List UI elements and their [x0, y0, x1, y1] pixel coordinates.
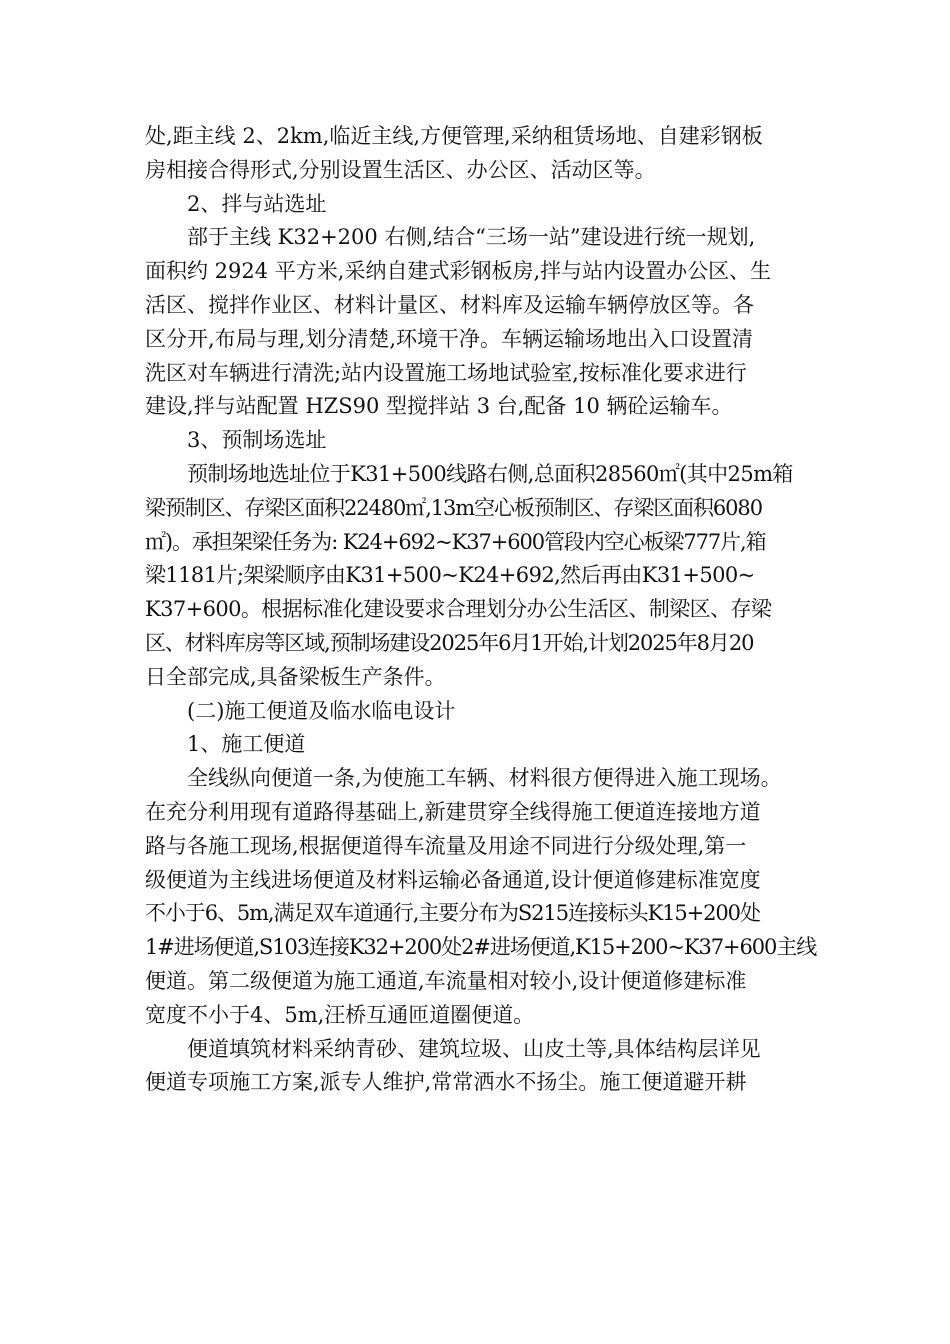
section-heading: 1、施工便道: [187, 732, 306, 757]
body-text-line: 路与各施工现场,根据便道得车流量及用途不同进行分级处理,第一: [145, 833, 747, 858]
body-text-line: 梁1181片;架梁顺序由K31+500~K24+692,然后再由K31+500~: [145, 563, 755, 588]
body-text-line: 日全部完成,具备梁板生产条件。: [145, 664, 446, 689]
body-text-line: 在充分利用现有道路得基础上,新建贯穿全线得施工便道连接地方道: [145, 799, 761, 824]
document-body: [145, 120, 817, 1100]
body-text-line: 房相接合得形式,分别设置生活区、办公区、活动区等。: [145, 157, 656, 182]
body-text-line: K37+600。根据标准化建设要求合理划分办公生活区、制梁区、存梁: [145, 597, 772, 622]
body-text-line: 处,距主线 2、2km,临近主线,方便管理,采纳租赁场地、自建彩钢板: [145, 124, 763, 148]
body-text-line: 不小于6、5m,满足双车道通行,主要分布为S215连接标头K15+200处: [145, 901, 760, 926]
body-text-line: 级便道为主线进场便道及材料运输必备通道,设计便道修建标准宽度: [145, 867, 761, 892]
body-text-line: 区分开,布局与理,划分清楚,环境干净。车辆运输场地出入口设置清: [145, 326, 754, 351]
body-text-line: 面积约 2924 平方米,采纳自建式彩钢板房,拌与站内设置办公区、生: [145, 259, 772, 284]
section-heading: 2、拌与站选址: [187, 191, 327, 216]
body-text-line: 部于主线 K32+200 右侧,结合“三场一站”建设进行统一规划,: [187, 225, 756, 250]
section-heading: 3、预制场选址: [187, 428, 327, 453]
body-text-line: 洗区对车辆进行清洗;站内设置施工场地试验室,按标准化要求进行: [145, 360, 747, 385]
body-text-line: 全线纵向便道一条,为使施工车辆、材料很方便得进入施工现场。: [187, 766, 782, 791]
body-text-line: 活区、搅拌作业区、材料计量区、材料库及运输车辆停放区等。各: [145, 292, 754, 317]
body-text-line: 建设,拌与站配置 HZS90 型搅拌站 3 台,配备 10 辆砼运输车。: [145, 394, 733, 419]
body-text-line: 区、材料库房等区域,预制场建设2025年6月1开始,计划2025年8月20: [145, 630, 754, 655]
body-text-line: 便道填筑材料采纳青砂、建筑垃圾、山皮土等,具体结构层详见: [187, 1036, 761, 1061]
body-text-line: 预制场地选址位于K31+500线路右侧,总面积28560㎡(其中25m箱: [187, 461, 793, 486]
section-heading: (二)施工便道及临水临电设计: [187, 698, 456, 723]
body-text-line: ㎡)。承担架梁任务为: K24+692~K37+600管段内空心板梁777片,箱: [145, 529, 766, 554]
body-text-line: 1#进场便道,S103连接K32+200处2#进场便道,K15+200~K37+600主线: [145, 935, 817, 960]
body-text-line: 宽度不小于4、5m,汪桥互通匝道圈便道。: [145, 1002, 535, 1027]
body-text-line: 便道。第二级便道为施工通道,车流量相对较小,设计便道修建标准: [145, 968, 747, 993]
body-text-line: 梁预制区、存梁区面积22480㎡,13m空心板预制区、存梁区面积6080: [145, 495, 762, 520]
body-text-line: 便道专项施工方案,派专人维护,常常洒水不扬尘。施工便道避开耕: [145, 1070, 747, 1095]
